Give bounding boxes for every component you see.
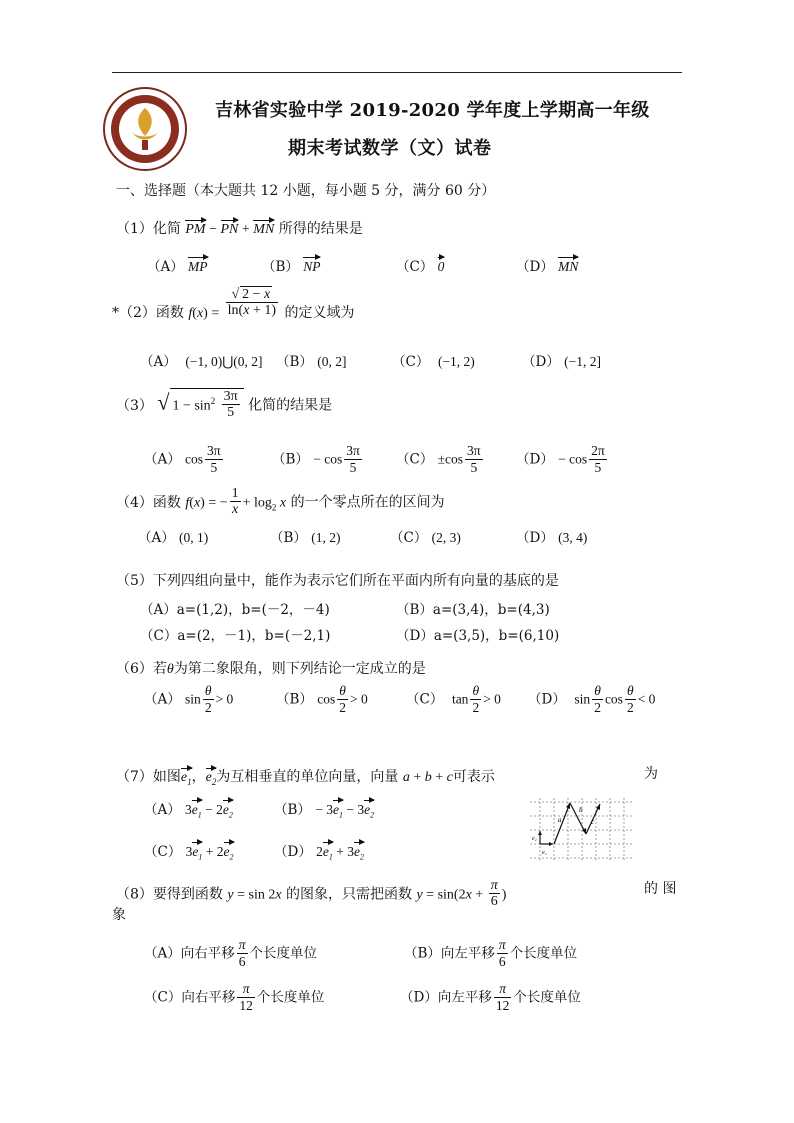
exam-title-line2: 期末考试数学（文）试卷 — [288, 138, 492, 159]
question-4: （4）函数 f(x) = − $\frac{1}{x}$ + $\log_2 x$ 的一个零点所在的区间为 — [116, 486, 445, 518]
q6-option-b: （B） cos $\frac{\theta}{2}$ > 0 — [276, 683, 368, 715]
q1-tail: 所得的结果是 — [278, 221, 363, 237]
q8-option-d: （D）向左平移 $\frac{\pi}{12}$ 个长度单位 — [400, 981, 581, 1013]
q6-option-d: （D） sin $\frac{\theta}{2}$ cos $\frac{\theta}{2}$ < 0 — [528, 683, 656, 715]
q5-option-d: （D）a=(3,5)，b=(6,10) — [396, 628, 560, 644]
q2-option-c: （C） (−1, 2) — [392, 354, 475, 370]
q4-option-c: （C） (2, 3) — [390, 530, 461, 546]
q5-option-b: （B）a=(3,4)，b=(4,3) — [396, 602, 550, 618]
q3-option-b: （B） − cos $\frac{3\pi}{5}$ — [272, 443, 360, 475]
q8-option-b: （B）向左平移 $\frac{\pi}{6}$ 个长度单位 — [404, 937, 578, 969]
q8-option-a: （A）向右平移 $\frac{\pi}{6}$ 个长度单位 — [144, 937, 318, 969]
question-7: （7）如图$e_1$，$e_2$为互相垂直的单位向量，向量 a + b + c可表示 — [116, 769, 495, 787]
q2-tail: 的定义域为 — [284, 305, 355, 322]
q5-option-a: （A）a=(1,2)，b=(－2，－4) — [140, 602, 330, 618]
q1-option-b: （B） NP — [262, 259, 321, 275]
section-heading: 一、选择题（本大题共 12 小题，每小题 5 分，满分 60 分） — [116, 183, 496, 199]
q2-number: *（2）函数 — [112, 305, 184, 322]
exam-title-line1: 吉林省实验中学 2019-2020 学年度上学期高一年级 — [215, 100, 650, 121]
q3-number: （3） — [116, 397, 153, 414]
question-5: （5）下列四组向量中，能作为表示它们所在平面内所有向量的基底的是 — [116, 573, 559, 589]
question-8: （8）要得到函数 y = sin 2x 的图象，只需把函数 y = sin(2x + $\frac{\pi}{6}$ ) — [116, 878, 507, 910]
header-rule — [112, 72, 682, 73]
q3-option-d: （D） − cos $\frac{2\pi}{5}$ — [516, 443, 605, 475]
q7-vector-figure — [530, 798, 632, 860]
school-logo — [102, 86, 188, 172]
q8-wrap: 象 — [112, 907, 126, 923]
svg-text:c: c — [591, 818, 595, 826]
q7-option-d: （D） $2e_1 + 3e_2$ — [274, 844, 364, 862]
q8-number: （8）要得到函数 — [116, 886, 223, 903]
svg-text:e₂: e₂ — [532, 836, 537, 842]
q7-tail: 可表示 — [452, 769, 495, 785]
question-3: （3） √ $1 - \sin^2$ $\frac{3\pi}{5}$ 化简的结果是 — [116, 389, 333, 421]
q4-tail: 的一个零点所在的区间为 — [290, 494, 445, 511]
svg-text:e₁: e₁ — [542, 850, 547, 856]
q2-option-d: （D） (−1, 2] — [522, 354, 601, 370]
q8-after: 的 图 — [644, 881, 677, 897]
q7-option-c: （C） $3e_1 + 2e_2$ — [144, 844, 234, 862]
svg-text:a: a — [558, 816, 562, 824]
q7-option-a: （A） $3e_1 - 2e_2$ — [144, 802, 233, 820]
q3-option-a: （A） cos $\frac{3\pi}{5}$ — [144, 443, 221, 475]
q8-option-c: （C）向右平移 $\frac{\pi}{12}$ 个长度单位 — [144, 981, 325, 1013]
q6-option-a: （A） sin $\frac{\theta}{2}$ > 0 — [144, 683, 234, 715]
q6-tail: 为第二象限角，则下列结论一定成立的是 — [173, 661, 426, 677]
q8-mid: 的图象，只需把函数 — [286, 886, 412, 903]
svg-text:b: b — [579, 806, 583, 814]
question-1: （1）化简 PM − PN + MN 所得的结果是 — [116, 221, 363, 237]
q1-number: （1）化简 — [116, 221, 181, 237]
q1-option-a: （A） MP — [147, 259, 208, 275]
q4-number: （4）函数 — [116, 494, 181, 511]
q2-option-a: （A） (−1, 0)⋃(0, 2] — [140, 354, 263, 370]
q3-tail: 化简的结果是 — [248, 397, 333, 414]
q1-option-d: （D） MN — [516, 259, 579, 275]
q4-option-d: （D） (3, 4) — [516, 530, 588, 546]
q2-option-b: （B） (0, 2] — [276, 354, 347, 370]
q7-option-b: $(B) - 3e_1 - 3e_2$ — [274, 802, 375, 820]
q3-option-c: （C） ±cos $\frac{3\pi}{5}$ — [396, 443, 481, 475]
q6-option-c: （C） tan $\frac{\theta}{2}$ > 0 — [406, 683, 501, 715]
q4-option-b: （B） (1, 2) — [270, 530, 341, 546]
q6-number: （6）若 — [116, 661, 167, 677]
q7-number: （7）如图 — [116, 769, 181, 785]
q5-option-c: （C）a=(2，－1)，b=(－2,1) — [140, 628, 331, 644]
question-2: *（2）函数 f(x) = $\frac{√ 2 - x}{\ln(x + 1)}$ 的定义域为 — [112, 287, 355, 322]
q1-option-c: （C） 0 — [396, 259, 445, 275]
q7-mid: 为互相垂直的单位向量，向量 — [216, 769, 399, 785]
q4-option-a: （A） (0, 1) — [138, 530, 209, 546]
q7-after: 为 — [644, 766, 658, 782]
question-6: （6）若θ为第二象限角，则下列结论一定成立的是 — [116, 661, 426, 677]
